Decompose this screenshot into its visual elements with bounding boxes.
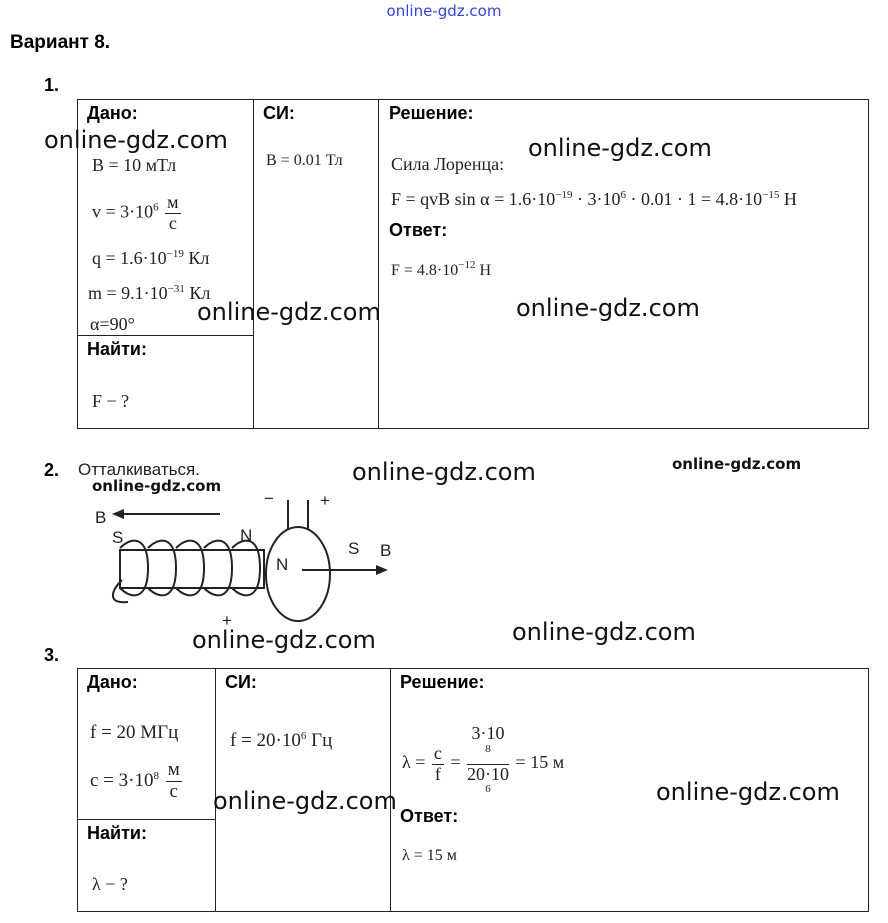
watermark: online-gdz.com [352, 458, 536, 486]
label-n-ring: N [276, 555, 289, 574]
task1-given-b: B = 10 мТл [92, 155, 177, 175]
ring [266, 527, 330, 621]
watermark: online-gdz.com [672, 455, 802, 473]
label-plus-bottom: + [222, 611, 232, 628]
b-arrow-left-head [112, 509, 124, 519]
watermark: online-gdz.com [528, 134, 712, 162]
task1-given-m: $m = 9.1\cdot 10^{-31}$ Кл [88, 283, 211, 303]
task3-divider-find [77, 819, 216, 820]
task1-divider-given [253, 99, 254, 429]
task1-solution-header: Решение: [389, 103, 474, 123]
task1-given-header: Дано: [87, 103, 138, 123]
task3-solution-header: Решение: [400, 672, 485, 692]
task1-number: 1. [44, 75, 60, 95]
watermark: online-gdz.com [197, 298, 381, 326]
label-minus: − [264, 489, 274, 508]
task3-answer-header: Ответ: [400, 806, 459, 826]
task3-solution-formula: λ = $\frac{c}{f}$ = 3·10 $^8$ 20·10 $^6$ = 15 м [402, 723, 565, 796]
task1-find-header: Найти: [87, 339, 147, 359]
task3-given-header: Дано: [87, 672, 138, 692]
task1-given-q: $q = 1.6\cdot 10^{-19}$ Кл [92, 248, 210, 268]
b-arrow-right-head [376, 565, 388, 575]
task3-given-c: $c = 3\cdot 10^8$ $\frac{м}{с}$ [90, 759, 180, 802]
task3-number: 3. [44, 645, 60, 665]
task1-si: B = 0.01 Тл [266, 152, 343, 169]
watermark: online-gdz.com [516, 294, 700, 322]
task1-given-alpha: α=90° [90, 314, 135, 334]
label-n-coil: N [240, 526, 253, 545]
task3-answer: λ = 15 м [402, 847, 457, 864]
label-s-left: S [112, 528, 124, 547]
label-plus-top: + [320, 491, 330, 510]
watermark: online-gdz.com [656, 778, 840, 806]
watermark: online-gdz.com [512, 618, 696, 646]
watermark: online-gdz.com [192, 626, 376, 654]
variant-title: Вариант 8. [10, 32, 111, 53]
task2-answer: Отталкиваться. [78, 460, 200, 479]
task3-find: λ − ? [92, 874, 128, 894]
task2-number: 2. [44, 460, 60, 480]
task1-divider-find [77, 335, 254, 336]
task1-solution-intro: Сила Лоренца: [391, 154, 505, 174]
watermark: online-gdz.com [213, 787, 397, 815]
task1-given-v: $v = 3\cdot 10^6$ $\frac{м}{с}$ [92, 192, 179, 233]
task1-divider-si [378, 99, 379, 429]
task1-answer-header: Ответ: [389, 220, 448, 240]
task1-find: F − ? [92, 391, 130, 411]
coil-core [120, 550, 264, 588]
task1-si-header: СИ: [263, 103, 295, 123]
watermark: online-gdz.com [92, 477, 222, 495]
coil-ring-diagram [80, 488, 410, 628]
top-watermark: online-gdz.com [386, 2, 502, 20]
label-b-right: B [380, 541, 392, 560]
task1-formula: F = qvB $\sin \alpha = 1.6\cdot 10^{-19} \cdot 3\cdot 10^6 \cdot 0.01 \cdot 1 = 4.8\cdot 10^{-15}$ Н [391, 189, 797, 209]
label-b-left: B [95, 508, 107, 527]
task3-si-header: СИ: [225, 672, 257, 692]
task3-si: $f = 20\cdot 10^6$ Гц [230, 730, 333, 751]
task1-answer: $F = 4.8\cdot 10^{-12}$ Н [391, 259, 492, 279]
task3-given-f: f = 20 МГц [90, 722, 179, 743]
label-s-right: S [348, 539, 360, 558]
watermark: online-gdz.com [44, 126, 228, 154]
task3-find-header: Найти: [87, 823, 147, 843]
